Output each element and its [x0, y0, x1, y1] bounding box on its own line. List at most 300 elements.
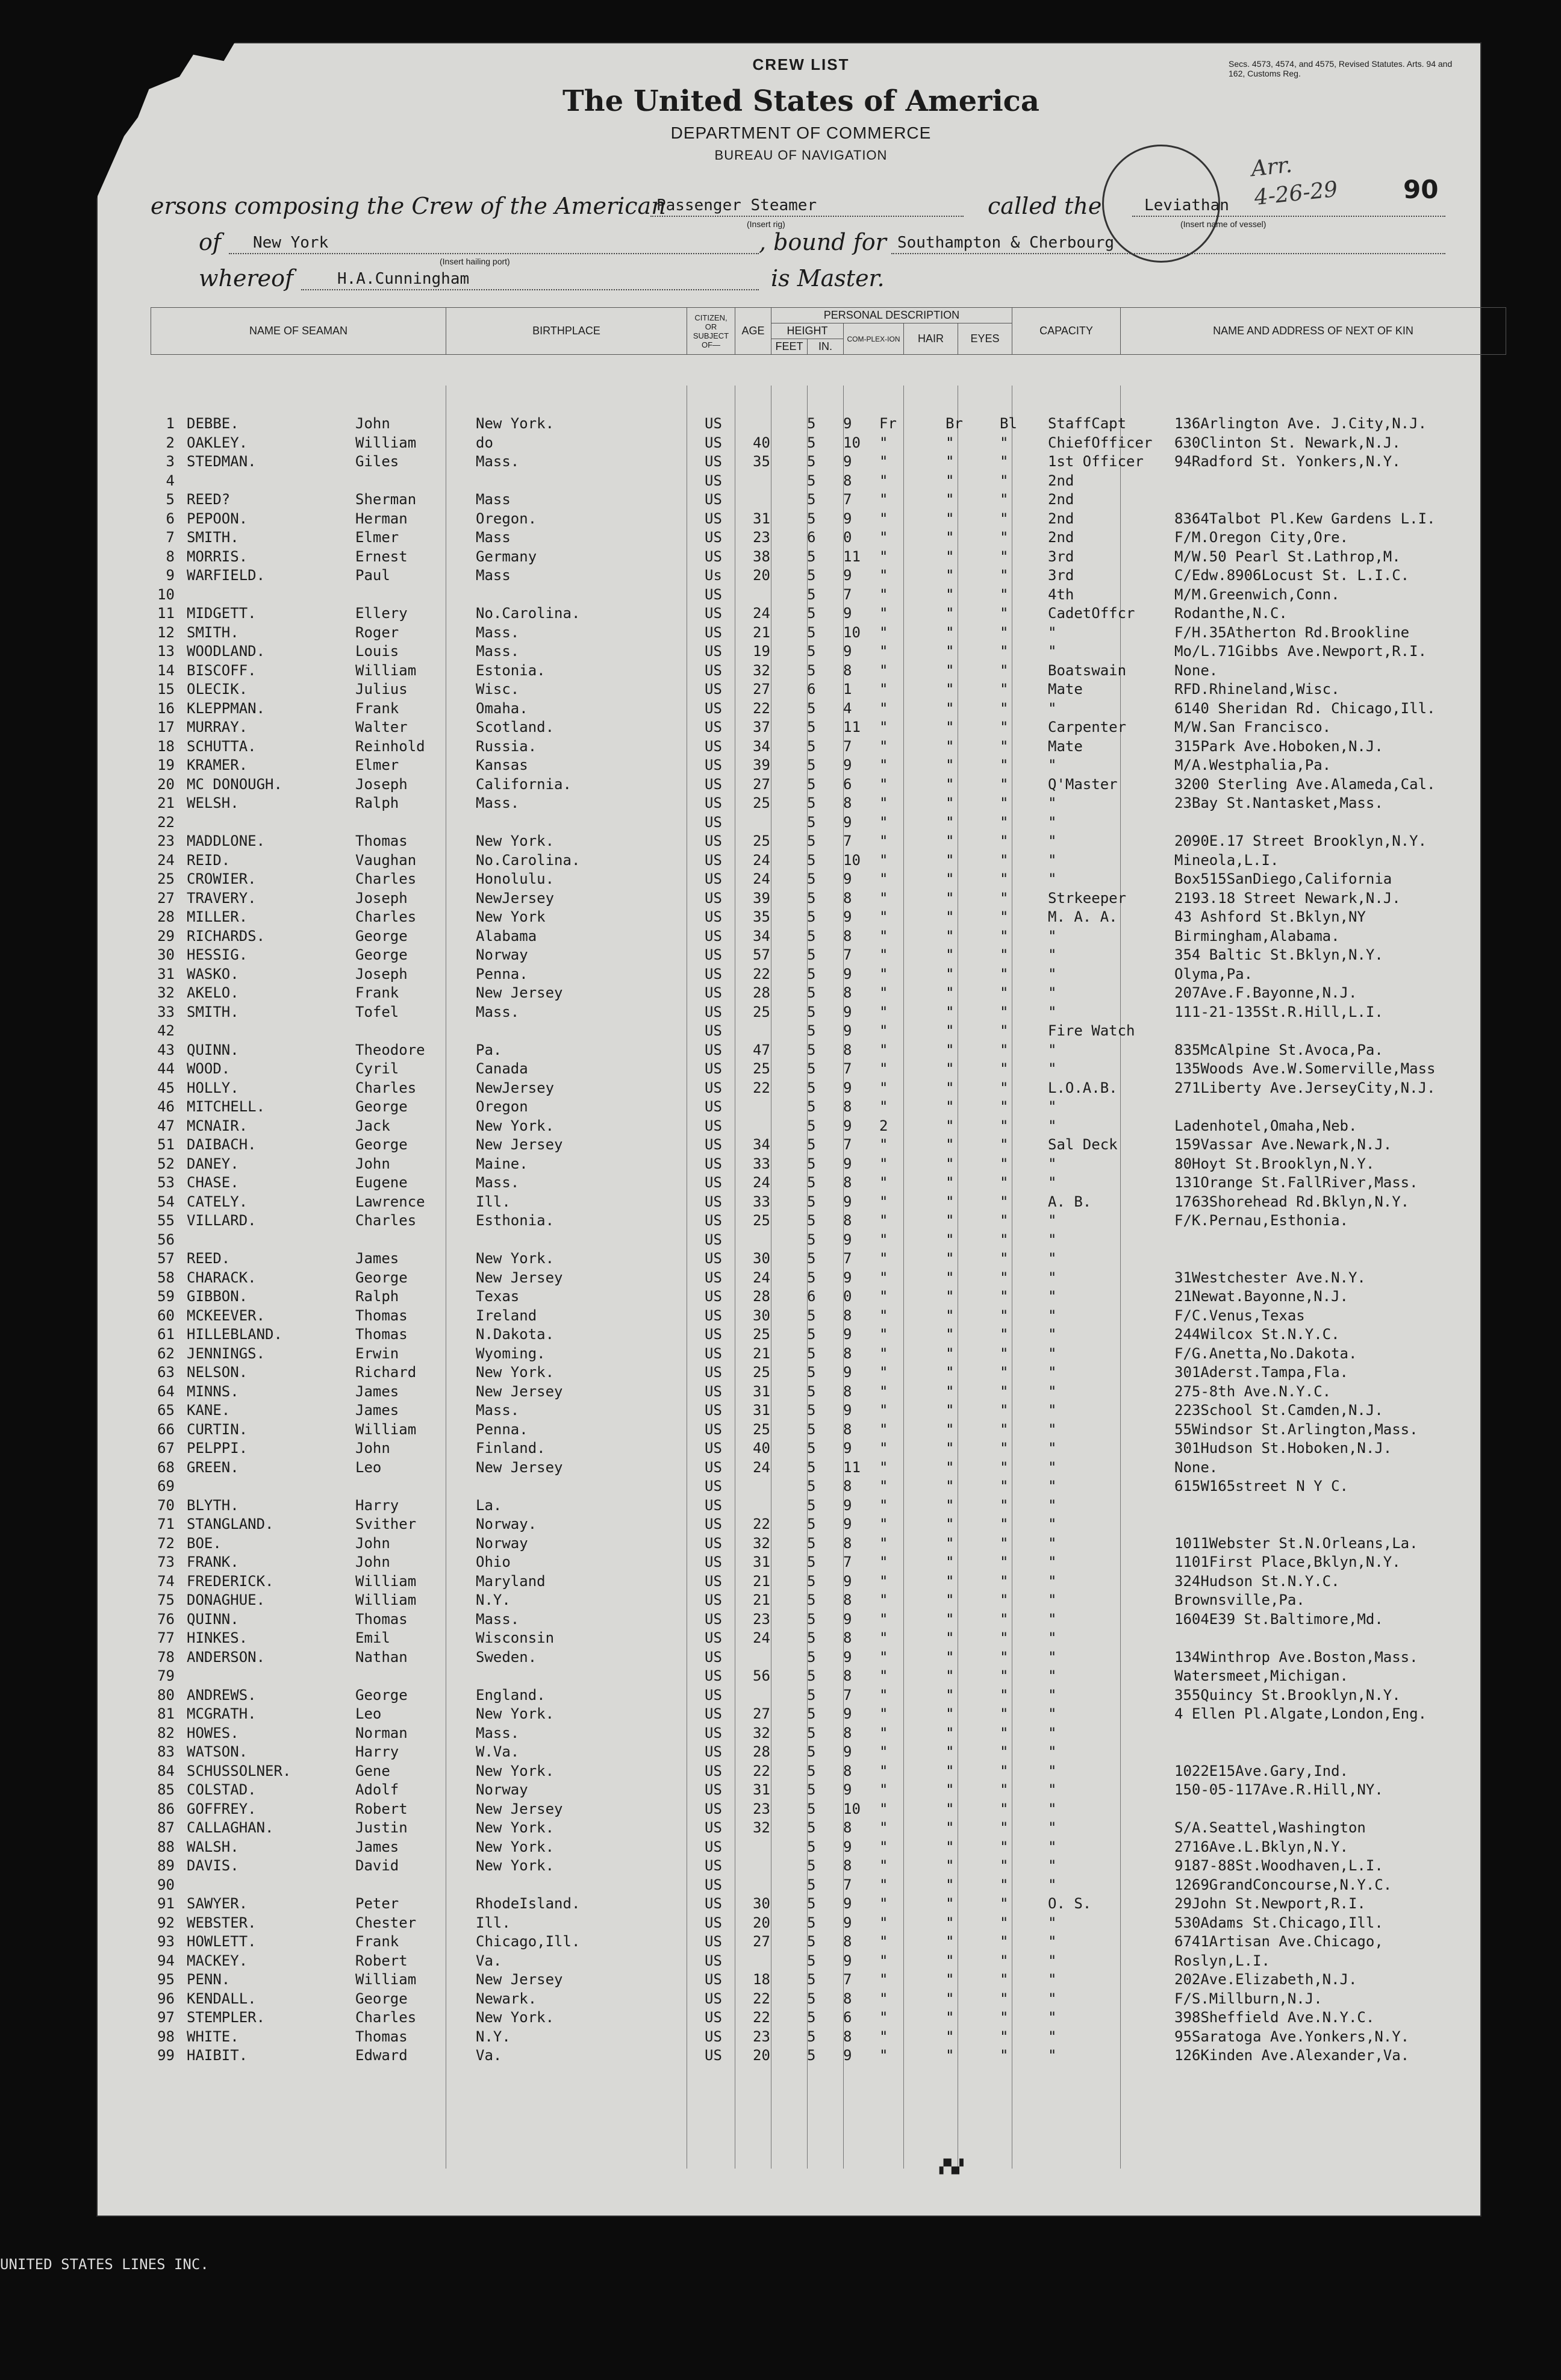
cell-hr: "	[946, 1686, 955, 1704]
cell-cap: "	[1048, 1288, 1057, 1305]
cell-ey: "	[1000, 775, 1009, 793]
cell-hr: "	[946, 1212, 955, 1229]
cell-ey: "	[1000, 1990, 1009, 2007]
cell-ft: 5	[807, 567, 816, 584]
cell-cx: "	[879, 1534, 888, 1552]
cell-cit: US	[705, 529, 722, 546]
cell-cap: "	[1048, 1155, 1057, 1172]
cell-sur: DONAGHUE.	[187, 1591, 266, 1608]
cell-ey: "	[1000, 1914, 1009, 1931]
cell-age: 18	[753, 1971, 770, 1988]
cell-cit: US	[705, 1629, 722, 1646]
cell-cit: US	[705, 1269, 722, 1286]
cell-ft: 5	[807, 1117, 816, 1134]
table-row	[151, 1478, 1482, 1494]
cell-age: 21	[753, 623, 770, 641]
table-row	[151, 1270, 1482, 1285]
cell-no: 10	[157, 586, 175, 603]
cell-ft: 5	[807, 1345, 816, 1362]
cell-no: 94	[157, 1952, 175, 1969]
table-row	[151, 909, 1482, 925]
cell-cap: "	[1048, 984, 1057, 1001]
cell-ft: 5	[807, 719, 816, 736]
cell-sur: WARFIELD.	[187, 567, 266, 584]
cell-sur: KRAMER.	[187, 757, 248, 773]
cell-cap: "	[1048, 851, 1057, 869]
cell-cit: US	[705, 1724, 722, 1741]
cell-kin: 111-21-135St.R.Hill,L.I.	[1174, 1003, 1383, 1020]
cell-bp: New York.	[476, 832, 555, 849]
is-master-text: is Master.	[771, 265, 885, 292]
cell-no: 30	[157, 946, 175, 963]
cell-hr: "	[946, 1800, 955, 1817]
cell-cx: "	[879, 1003, 888, 1020]
cell-ft: 5	[807, 453, 816, 470]
cell-cx: "	[879, 1705, 888, 1722]
cell-no: 99	[157, 2047, 175, 2064]
header-birthplace: BIRTHPLACE	[446, 308, 687, 355]
cell-in: 9	[843, 1003, 852, 1020]
cell-in: 8	[843, 472, 852, 489]
cell-ey: "	[1000, 795, 1009, 811]
cell-cit: US	[705, 1155, 722, 1172]
country-title: The United States of America	[562, 84, 1040, 118]
cell-cap: "	[1048, 1440, 1057, 1457]
cell-giv: Thomas	[355, 1610, 408, 1628]
cell-cap: "	[1048, 623, 1057, 641]
table-row	[151, 1440, 1482, 1456]
cell-ey: "	[1000, 1516, 1009, 1532]
cell-cap: "	[1048, 1800, 1057, 1817]
cell-bp: do	[476, 434, 493, 451]
cell-cx: "	[879, 851, 888, 869]
cell-ft: 5	[807, 1667, 816, 1684]
cell-no: 12	[157, 623, 175, 641]
cell-age: 40	[753, 434, 770, 451]
cell-bp: Norway.	[476, 1516, 537, 1532]
cell-kin: 4 Ellen Pl.Algate,London,Eng.	[1174, 1705, 1427, 1722]
cell-in: 8	[843, 1819, 852, 1836]
table-row	[151, 1080, 1482, 1096]
cell-ft: 5	[807, 737, 816, 755]
cell-in: 11	[843, 719, 861, 736]
cell-ft: 5	[807, 1629, 816, 1646]
cell-cit: US	[705, 927, 722, 945]
cell-giv: Edward	[355, 2047, 408, 2064]
cell-in: 9	[843, 1117, 852, 1134]
cell-age: 31	[753, 510, 770, 527]
cell-hr: "	[946, 2009, 955, 2026]
cell-in: 9	[843, 1440, 852, 1457]
cell-giv: David	[355, 1857, 399, 1874]
cell-cit: US	[705, 1648, 722, 1666]
cell-age: 20	[753, 567, 770, 584]
cell-cx: "	[879, 1838, 888, 1855]
cell-cx: "	[879, 681, 888, 698]
cell-cap: Carpenter	[1048, 719, 1127, 736]
cell-no: 55	[157, 1212, 175, 1229]
cell-hr: "	[946, 1629, 955, 1646]
cell-bp: Penna.	[476, 1420, 528, 1438]
form-title: CREW LIST	[752, 55, 850, 73]
cell-hr: "	[946, 1648, 955, 1666]
cell-no: 27	[157, 889, 175, 907]
header-kin: NAME AND ADDRESS OF NEXT OF KIN	[1121, 308, 1506, 355]
cell-ey: "	[1000, 870, 1009, 887]
cell-sur: OAKLEY.	[187, 434, 248, 451]
table-row	[151, 1706, 1482, 1722]
cell-no: 59	[157, 1288, 175, 1305]
cell-kin: 95Saratoga Ave.Yonkers,N.Y.	[1174, 2028, 1410, 2045]
cell-cx: "	[879, 661, 888, 679]
cell-in: 9	[843, 1572, 852, 1590]
cell-ft: 5	[807, 1440, 816, 1457]
cell-in: 8	[843, 1629, 852, 1646]
cell-no: 88	[157, 1838, 175, 1855]
cell-giv: William	[355, 661, 417, 679]
cell-age: 34	[753, 927, 770, 945]
table-row	[151, 757, 1482, 773]
cell-cap: "	[1048, 1629, 1057, 1646]
department-title: DEPARTMENT OF COMMERCE	[670, 123, 932, 142]
table-row	[151, 454, 1482, 469]
cell-bp: New York.	[476, 1857, 555, 1874]
cell-cx: "	[879, 795, 888, 811]
cell-ft: 5	[807, 1326, 816, 1343]
cell-cx: "	[879, 927, 888, 945]
cell-sur: STEMPLER.	[187, 2009, 266, 2026]
cell-cap: "	[1048, 1990, 1057, 2007]
cell-hr: "	[946, 1705, 955, 1722]
cell-ey: "	[1000, 529, 1009, 546]
cell-cx: "	[879, 1857, 888, 1874]
cell-bp: England.	[476, 1686, 546, 1704]
cell-bp: Penna.	[476, 965, 528, 982]
cell-ey: "	[1000, 1231, 1009, 1248]
cell-ey: "	[1000, 737, 1009, 755]
cell-cx: "	[879, 586, 888, 603]
cell-in: 7	[843, 1686, 852, 1704]
cell-kin: M/W.50 Pearl St.Lathrop,M.	[1174, 548, 1401, 565]
cell-sur: MCGRATH.	[187, 1705, 257, 1722]
cell-age: 23	[753, 1800, 770, 1817]
table-row	[151, 1630, 1482, 1646]
cell-cit: US	[705, 1117, 722, 1134]
cell-cap: "	[1048, 1667, 1057, 1684]
cell-kin: 29John St.Newport,R.I.	[1174, 1895, 1366, 1912]
cell-cit: US	[705, 870, 722, 887]
cell-in: 8	[843, 1212, 852, 1229]
cell-no: 60	[157, 1307, 175, 1324]
cell-cap: "	[1048, 699, 1057, 717]
cell-cx: "	[879, 1326, 888, 1343]
table-row	[151, 1858, 1482, 1873]
cell-in: 9	[843, 453, 852, 470]
cell-cx: "	[879, 1876, 888, 1893]
cell-hr: "	[946, 1971, 955, 1988]
cell-giv: Peter	[355, 1895, 399, 1912]
cell-giv: Frank	[355, 984, 399, 1001]
cell-ey: "	[1000, 1743, 1009, 1760]
cell-cx: "	[879, 1686, 888, 1704]
cell-no: 68	[157, 1458, 175, 1476]
cell-cx: "	[879, 1402, 888, 1419]
cell-cap: M. A. A.	[1048, 908, 1118, 925]
cell-in: 9	[843, 1155, 852, 1172]
cell-in: 9	[843, 1743, 852, 1760]
cell-age: 22	[753, 1762, 770, 1779]
cell-in: 8	[843, 1307, 852, 1324]
cell-age: 31	[753, 1781, 770, 1798]
cell-ey: "	[1000, 1971, 1009, 1988]
cell-giv: Elmer	[355, 757, 399, 773]
cell-hr: "	[946, 1155, 955, 1172]
cell-ft: 5	[807, 1857, 816, 1874]
cell-cit: US	[705, 643, 722, 660]
cell-ey: "	[1000, 1686, 1009, 1704]
cell-cap: "	[1048, 1382, 1057, 1400]
cell-ft: 5	[807, 1022, 816, 1039]
cell-kin: Rodanthe,N.C.	[1174, 605, 1288, 622]
cell-hr: "	[946, 623, 955, 641]
table-row	[151, 1972, 1482, 1987]
cell-no: 64	[157, 1382, 175, 1400]
cell-cit: US	[705, 1667, 722, 1684]
cell-no: 29	[157, 927, 175, 945]
cell-age: 34	[753, 1136, 770, 1153]
cell-cap: "	[1048, 1478, 1057, 1495]
cell-cap: "	[1048, 643, 1057, 660]
cell-bp: Mass.	[476, 453, 520, 470]
cell-sur: FREDERICK.	[187, 1572, 274, 1590]
cell-bp: Russia.	[476, 737, 537, 755]
cell-kin: Roslyn,L.I.	[1174, 1952, 1270, 1969]
cell-in: 9	[843, 1402, 852, 1419]
cell-cit: US	[705, 623, 722, 641]
cell-giv: Sherman	[355, 491, 417, 508]
cell-cx: "	[879, 1610, 888, 1628]
cell-hr: "	[946, 510, 955, 527]
cell-ey: "	[1000, 908, 1009, 925]
cell-kin: 6140 Sheridan Rd. Chicago,Ill.	[1174, 699, 1436, 717]
cell-ft: 5	[807, 1402, 816, 1419]
table-row	[151, 1573, 1482, 1589]
cell-kin: 2090E.17 Street Brooklyn,N.Y.	[1174, 832, 1427, 849]
cell-kin: 1763Shorehead Rd.Bklyn,N.Y.	[1174, 1193, 1410, 1210]
cell-giv: Paul	[355, 567, 390, 584]
cell-cap: 3rd	[1048, 567, 1074, 584]
cell-giv: Norman	[355, 1724, 408, 1741]
cell-age: 35	[753, 453, 770, 470]
table-row	[151, 890, 1482, 906]
cell-in: 9	[843, 1648, 852, 1666]
cell-giv: William	[355, 1971, 417, 1988]
cell-ft: 5	[807, 1800, 816, 1817]
rig-hint: (Insert rig)	[747, 219, 785, 229]
cell-cit: US	[705, 1800, 722, 1817]
cell-bp: Mass.	[476, 643, 520, 660]
cell-giv: Theodore	[355, 1041, 425, 1058]
cell-ft: 5	[807, 1382, 816, 1400]
cell-cit: US	[705, 1781, 722, 1798]
table-row	[151, 701, 1482, 716]
cell-in: 8	[843, 1857, 852, 1874]
table-row	[151, 776, 1482, 792]
cell-cx: "	[879, 1800, 888, 1817]
cell-giv: Roger	[355, 623, 399, 641]
cell-giv: George	[355, 1098, 408, 1115]
cell-hr: "	[946, 1933, 955, 1950]
cell-cit: US	[705, 1345, 722, 1362]
cell-no: 87	[157, 1819, 175, 1836]
cell-no: 65	[157, 1402, 175, 1419]
cell-bp: New Jersey	[476, 1971, 563, 1988]
cell-ey: "	[1000, 1307, 1009, 1324]
cell-ft: 5	[807, 1478, 816, 1495]
cell-no: 4	[166, 472, 175, 489]
cell-bp: Omaha.	[476, 699, 528, 717]
cell-age: 21	[753, 1345, 770, 1362]
cell-bp: Texas	[476, 1288, 520, 1305]
cell-cx: "	[879, 1971, 888, 1988]
page-number: 90	[1403, 175, 1439, 204]
cell-cit: US	[705, 2047, 722, 2064]
cell-cap: "	[1048, 1591, 1057, 1608]
cell-cx: "	[879, 737, 888, 755]
cell-cap: "	[1048, 1345, 1057, 1362]
cell-age: 23	[753, 1610, 770, 1628]
cell-cap: "	[1048, 1307, 1057, 1324]
cell-cx: "	[879, 643, 888, 660]
cell-hr: "	[946, 775, 955, 793]
cell-no: 78	[157, 1648, 175, 1666]
cell-kin: None.	[1174, 1458, 1218, 1476]
cell-cx: "	[879, 434, 888, 451]
cell-sur: WOOD.	[187, 1060, 231, 1077]
cell-ey: "	[1000, 1136, 1009, 1153]
cell-cap: "	[1048, 1041, 1057, 1058]
cell-cit: US	[705, 1174, 722, 1191]
cell-in: 9	[843, 510, 852, 527]
cell-in: 7	[843, 832, 852, 849]
cell-ey: "	[1000, 605, 1009, 622]
cell-giv: Cyril	[355, 1060, 399, 1077]
cell-cx: "	[879, 1478, 888, 1495]
cell-cx: "	[879, 1819, 888, 1836]
cell-age: 25	[753, 1060, 770, 1077]
cell-cx: "	[879, 1420, 888, 1438]
table-row	[151, 1175, 1482, 1190]
cell-age: 37	[753, 719, 770, 736]
cell-no: 52	[157, 1155, 175, 1172]
cell-giv: Justin	[355, 1819, 408, 1836]
cell-bp: New Jersey	[476, 984, 563, 1001]
cell-hr: "	[946, 1914, 955, 1931]
cell-ey: "	[1000, 1591, 1009, 1608]
header-hair: HAIR	[904, 323, 958, 355]
called-the-text: called the	[988, 193, 1102, 219]
cell-in: 9	[843, 1193, 852, 1210]
cell-cit: US	[705, 1041, 722, 1058]
cell-sur: REED?	[187, 491, 231, 508]
cell-cx: "	[879, 984, 888, 1001]
cell-no: 83	[157, 1743, 175, 1760]
cell-no: 90	[157, 1876, 175, 1893]
cell-bp: La.	[476, 1496, 502, 1514]
cell-cap: "	[1048, 965, 1057, 982]
cell-no: 79	[157, 1667, 175, 1684]
cell-cap: "	[1048, 1648, 1057, 1666]
table-row	[151, 1801, 1482, 1817]
cell-ft: 5	[807, 1364, 816, 1381]
cell-cap: "	[1048, 2047, 1057, 2064]
cell-hr: "	[946, 1402, 955, 1419]
cell-ft: 5	[807, 795, 816, 811]
cell-cap: "	[1048, 1819, 1057, 1836]
cell-in: 8	[843, 1762, 852, 1779]
cell-bp: Mass.	[476, 1610, 520, 1628]
cell-ey: "	[1000, 1534, 1009, 1552]
cell-kin: 80Hoyt St.Brooklyn,N.Y.	[1174, 1155, 1375, 1172]
cell-age: 22	[753, 1516, 770, 1532]
cell-hr: "	[946, 1857, 955, 1874]
cell-hr: "	[946, 548, 955, 565]
cell-age: 57	[753, 946, 770, 963]
cell-cit: US	[705, 1231, 722, 1248]
cell-in: 8	[843, 1990, 852, 2007]
cell-hr: "	[946, 1534, 955, 1552]
cell-cit: US	[705, 1079, 722, 1096]
cell-age: 23	[753, 529, 770, 546]
cell-age: 24	[753, 1269, 770, 1286]
cell-bp: Maryland	[476, 1572, 546, 1590]
cell-ft: 5	[807, 813, 816, 831]
cell-hr: "	[946, 643, 955, 660]
table-row	[151, 1156, 1482, 1172]
cell-cap: "	[1048, 1876, 1057, 1893]
cell-ft: 5	[807, 491, 816, 508]
cell-cap: "	[1048, 1857, 1057, 1874]
cell-bp: Mass.	[476, 1402, 520, 1419]
cell-ey: "	[1000, 1402, 1009, 1419]
cell-in: 10	[843, 434, 861, 451]
cell-cap: A. B.	[1048, 1193, 1092, 1210]
cell-cit: US	[705, 832, 722, 849]
cell-ey: "	[1000, 1648, 1009, 1666]
cell-age: 25	[753, 832, 770, 849]
cell-cap: ChiefOfficer	[1048, 434, 1153, 451]
cell-kin: 159Vassar Ave.Newark,N.J.	[1174, 1136, 1392, 1153]
cell-hr: "	[946, 1554, 955, 1570]
table-row	[151, 814, 1482, 830]
cell-bp: Oregon	[476, 1098, 528, 1115]
cell-no: 76	[157, 1610, 175, 1628]
cell-giv: James	[355, 1402, 399, 1419]
cell-age: 33	[753, 1155, 770, 1172]
cell-cit: US	[705, 813, 722, 831]
cell-in: 8	[843, 1591, 852, 1608]
cell-cap: "	[1048, 1554, 1057, 1570]
table-row	[151, 1744, 1482, 1760]
cell-age: 30	[753, 1307, 770, 1324]
cell-kin: Ladenhotel,Omaha,Neb.	[1174, 1117, 1357, 1134]
cell-age: 25	[753, 1420, 770, 1438]
cell-giv: Frank	[355, 1933, 399, 1950]
cell-cit: US	[705, 795, 722, 811]
cell-giv: Richard	[355, 1364, 417, 1381]
cell-no: 15	[157, 681, 175, 698]
cell-age: 28	[753, 984, 770, 1001]
